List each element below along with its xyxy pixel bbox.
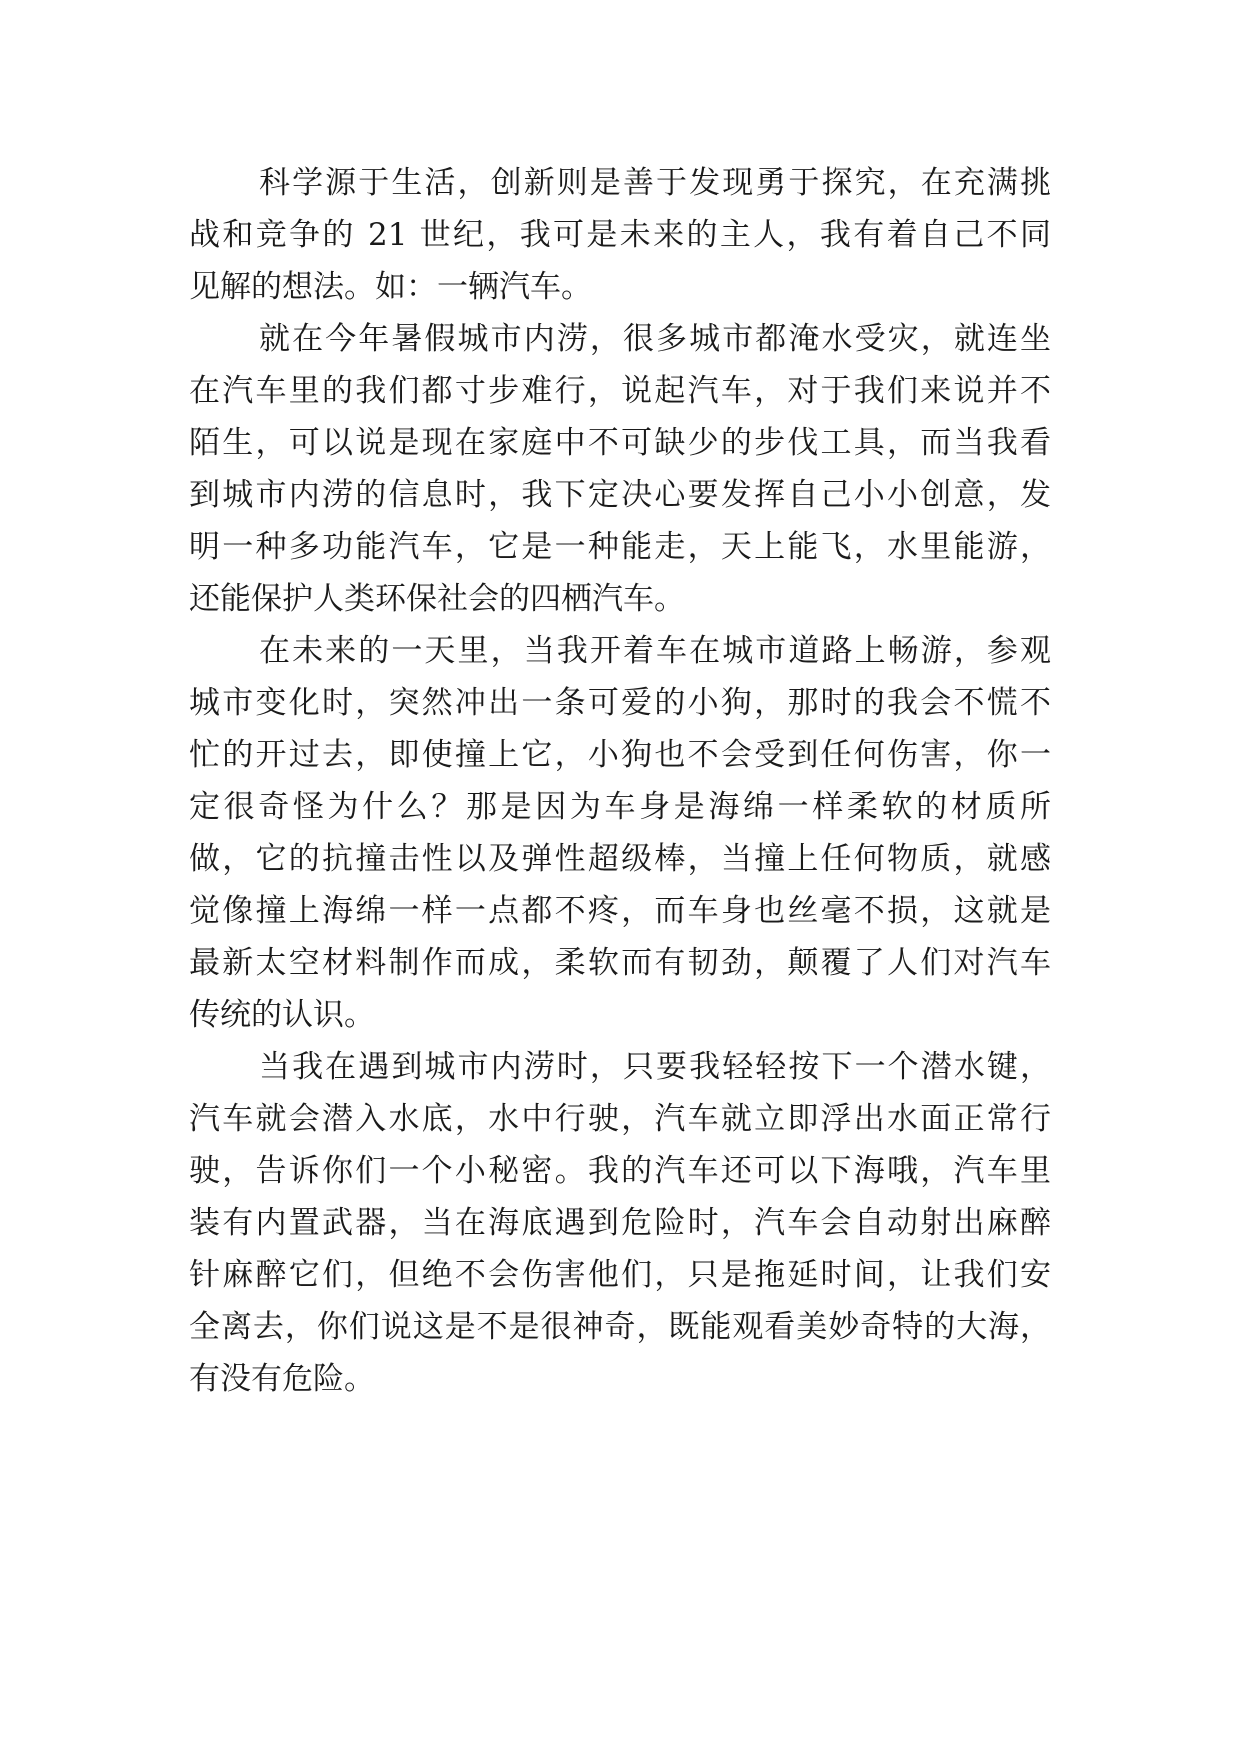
- paragraph-1-line-3: 见解的想法。如：一辆汽车。: [189, 269, 592, 305]
- paragraph-4-line-2: 汽车就会潜入水底，水中行驶，汽车就立即浮出水面正常行: [189, 1101, 1051, 1137]
- paragraph-2-line-6: 还能保护人类环保社会的四栖汽车。: [189, 581, 685, 617]
- paragraph-2-line-2: 在汽车里的我们都寸步难行，说起汽车，对于我们来说并不: [189, 373, 1051, 409]
- paragraph-3-line-5: 做，它的抗撞击性以及弹性超级棒，当撞上任何物质，就感: [189, 841, 1051, 877]
- paragraph-3-line-6: 觉像撞上海绵一样一点都不疼，而车身也丝毫不损，这就是: [189, 893, 1051, 929]
- paragraph-3-line-4: 定很奇怪为什么？那是因为车身是海绵一样柔软的材质所: [189, 789, 1051, 825]
- paragraph-4-line-5: 针麻醉它们，但绝不会伤害他们，只是拖延时间，让我们安: [189, 1257, 1051, 1293]
- paragraph-1-line-1: 科学源于生活，创新则是善于发现勇于探究，在充满挑: [259, 165, 1051, 201]
- paragraph-2-line-4: 到城市内涝的信息时，我下定决心要发挥自己小小创意，发: [189, 477, 1051, 513]
- paragraph-4-line-1: 当我在遇到城市内涝时，只要我轻轻按下一个潜水键，: [259, 1049, 1051, 1085]
- paragraph-4-line-6: 全离去，你们说这是不是很神奇，既能观看美妙奇特的大海，: [189, 1309, 1051, 1345]
- paragraph-4-line-7: 有没有危险。: [189, 1361, 375, 1397]
- paragraph-3-line-8: 传统的认识。: [189, 997, 375, 1033]
- paragraph-4-line-3: 驶，告诉你们一个小秘密。我的汽车还可以下海哦，汽车里: [189, 1153, 1051, 1189]
- paragraph-2-line-1: 就在今年暑假城市内涝，很多城市都淹水受灾，就连坐: [259, 321, 1051, 357]
- paragraph-2-line-3: 陌生，可以说是现在家庭中不可缺少的步伐工具，而当我看: [189, 425, 1051, 461]
- paragraph-3-line-3: 忙的开过去，即使撞上它，小狗也不会受到任何伤害，你一: [189, 737, 1051, 773]
- paragraph-2-line-5: 明一种多功能汽车，它是一种能走，天上能飞，水里能游，: [189, 529, 1051, 565]
- paragraph-3-line-2: 城市变化时，突然冲出一条可爱的小狗，那时的我会不慌不: [189, 685, 1051, 721]
- paragraph-1-line-2: 战和竞争的 21 世纪，我可是未来的主人，我有着自己不同: [189, 217, 1051, 253]
- paragraph-3-line-7: 最新太空材料制作而成，柔软而有韧劲，颠覆了人们对汽车: [189, 945, 1051, 981]
- paragraph-4-line-4: 装有内置武器，当在海底遇到危险时，汽车会自动射出麻醉: [189, 1205, 1051, 1241]
- paragraph-3-line-1: 在未来的一天里，当我开着车在城市道路上畅游，参观: [259, 633, 1051, 669]
